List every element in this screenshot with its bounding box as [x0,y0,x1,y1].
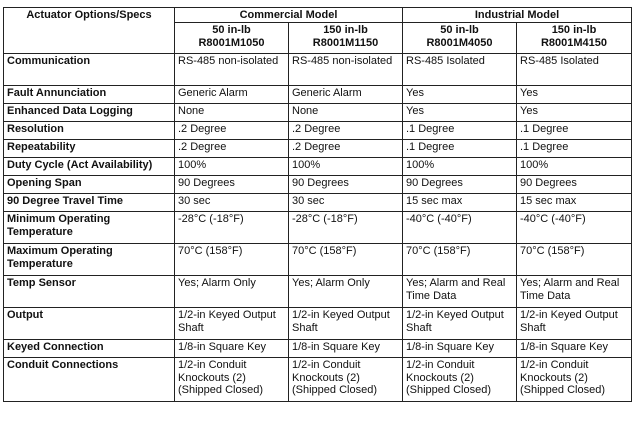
table-cell: Yes; Alarm Only [175,276,289,308]
table-row [4,104,632,122]
row-label: Temp Sensor [4,276,175,308]
table-cell: 70°C (158°F) [403,244,517,276]
table-cell: 1/8-in Square Key [403,340,517,358]
table-cell: 1/8-in Square Key [517,340,632,358]
table-cell: 70°C (158°F) [175,244,289,276]
table-cell: 1/2-in Keyed Output Shaft [289,308,403,340]
table-cell: 100% [289,158,403,176]
table-cell: 70°C (158°F) [517,244,632,276]
table-cell: 15 sec max [517,194,632,212]
table-cell: 90 Degrees [403,176,517,194]
table-cell: .1 Degree [517,140,632,158]
row-label: Fault Annunciation [4,86,175,104]
table-cell: 15 sec max [403,194,517,212]
table-cell: RS-485 Isolated [517,54,632,86]
commercial-model-header: Commercial Model [175,8,403,23]
table-cell: 100% [403,158,517,176]
table-cell: 1/2-in Keyed Output Shaft [403,308,517,340]
spec-column-header: Actuator Options/Specs [4,8,175,54]
table-cell: Yes; Alarm Only [289,276,403,308]
table-cell: .1 Degree [403,140,517,158]
table-row [4,140,632,158]
table-row [4,54,632,86]
table-cell: 1/8-in Square Key [175,340,289,358]
table-row [4,176,632,194]
table-row [4,86,632,104]
header-group-row [4,8,632,23]
table-cell: 1/2-in Conduit Knockouts (2) (Shipped Closed) [403,358,517,402]
row-label: Communication [4,54,175,86]
table-cell: -40°C (-40°F) [403,212,517,244]
model-torque: 150 in-lb [323,24,368,37]
table-row [4,276,632,308]
table-cell: 1/2-in Conduit Knockouts (2) (Shipped Closed) [517,358,632,402]
table-cell: 90 Degrees [517,176,632,194]
table-cell: Generic Alarm [175,86,289,104]
table-cell: Yes [517,86,632,104]
table-cell: 90 Degrees [289,176,403,194]
table-row [4,308,632,340]
table-cell: Yes; Alarm and Real Time Data [517,276,632,308]
row-label: Resolution [4,122,175,140]
table-cell: None [175,104,289,122]
table-cell: Yes [403,104,517,122]
table-cell: 90 Degrees [175,176,289,194]
table-cell: -28°C (-18°F) [289,212,403,244]
table-cell: 1/8-in Square Key [289,340,403,358]
table-cell: 1/2-in Conduit Knockouts (2) (Shipped Closed) [289,358,403,402]
table-cell: 70°C (158°F) [289,244,403,276]
table-row [4,194,632,212]
table-row [4,122,632,140]
table-cell: RS-485 non-isolated [289,54,403,86]
table-row [4,212,632,244]
table-cell: .1 Degree [517,122,632,140]
table-cell: RS-485 non-isolated [175,54,289,86]
row-label: Opening Span [4,176,175,194]
model-part-number: R8001M1050 [198,36,265,49]
model-header [289,23,403,54]
row-label: Minimum Operating Temperature [4,212,175,244]
table-cell: .2 Degree [175,122,289,140]
model-torque: 50 in-lb [440,24,479,37]
table-cell: .2 Degree [175,140,289,158]
model-torque: 150 in-lb [551,24,597,37]
table-cell: Yes [403,86,517,104]
model-part-number: R8001M4150 [540,36,608,49]
row-label: Enhanced Data Logging [4,104,175,122]
model-header [517,23,632,54]
row-label: Output [4,308,175,340]
table-cell: Yes; Alarm and Real Time Data [403,276,517,308]
model-part-number: R8001M1150 [312,36,379,49]
actuator-spec-table [3,7,632,402]
row-label: Keyed Connection [4,340,175,358]
table-row [4,358,632,402]
table-cell: Yes [517,104,632,122]
table-cell: 1/2-in Conduit Knockouts (2) (Shipped Closed) [175,358,289,402]
table-cell: -28°C (-18°F) [175,212,289,244]
table-cell: RS-485 Isolated [403,54,517,86]
row-label: 90 Degree Travel Time [4,194,175,212]
table-cell: 1/2-in Keyed Output Shaft [517,308,632,340]
table-cell: .2 Degree [289,122,403,140]
table-row [4,158,632,176]
table-cell: .1 Degree [403,122,517,140]
table-row [4,244,632,276]
table-row [4,340,632,358]
industrial-model-header: Industrial Model [403,8,632,23]
table-cell: None [289,104,403,122]
row-label: Conduit Connections [4,358,175,402]
table-cell: -40°C (-40°F) [517,212,632,244]
table-cell: 1/2-in Keyed Output Shaft [175,308,289,340]
table-cell: 100% [175,158,289,176]
table-cell: 30 sec [289,194,403,212]
table-cell: 100% [517,158,632,176]
table-cell: Generic Alarm [289,86,403,104]
model-header [403,23,517,54]
row-label: Maximum Operating Temperature [4,244,175,276]
row-label: Duty Cycle (Act Availability) [4,158,175,176]
spec-table-container [3,7,632,402]
model-torque: 50 in-lb [212,24,251,37]
model-part-number: R8001M4050 [426,36,493,49]
table-cell: 30 sec [175,194,289,212]
table-cell: .2 Degree [289,140,403,158]
row-label: Repeatability [4,140,175,158]
model-header [175,23,289,54]
